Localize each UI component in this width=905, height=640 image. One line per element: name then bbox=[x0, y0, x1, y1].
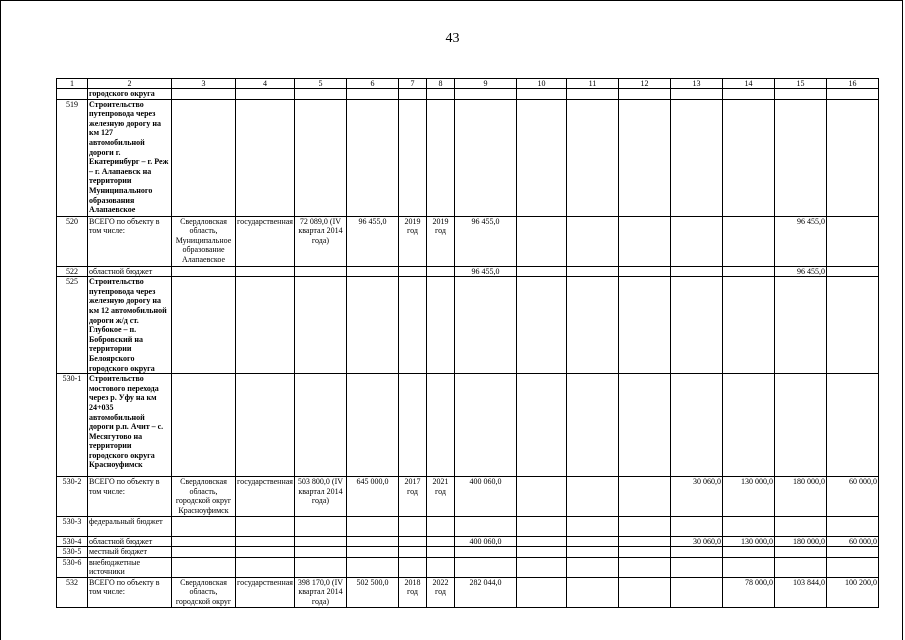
table-cell bbox=[722, 557, 774, 577]
table-cell bbox=[566, 216, 618, 266]
table-cell bbox=[398, 89, 426, 100]
table-cell bbox=[346, 536, 398, 547]
table-cell bbox=[670, 89, 722, 100]
table-cell: Строительство мостового перехода через р. Уфу на км 24+035 автомобильной дороги р.п. Ачит – с. Месягутово на территории городского округа Красноуфимск bbox=[88, 374, 172, 477]
table-cell bbox=[454, 99, 516, 216]
table-cell bbox=[346, 99, 398, 216]
table-cell bbox=[670, 557, 722, 577]
table-cell: 400 060,0 bbox=[454, 536, 516, 547]
table-cell: федеральный бюджет bbox=[88, 516, 172, 536]
table-cell bbox=[618, 577, 670, 607]
table-cell bbox=[618, 477, 670, 516]
column-header: 15 bbox=[774, 79, 826, 89]
column-header: 6 bbox=[346, 79, 398, 89]
table-cell: 2019 год bbox=[426, 216, 454, 266]
table-cell: Свердловская область, Муниципальное образование Алапаевское bbox=[172, 216, 236, 266]
column-header: 16 bbox=[826, 79, 878, 89]
table-cell bbox=[516, 216, 566, 266]
table-cell bbox=[426, 516, 454, 536]
table-cell: 96 455,0 bbox=[774, 216, 826, 266]
table-cell bbox=[172, 266, 236, 277]
table-cell bbox=[826, 89, 878, 100]
table-cell bbox=[566, 516, 618, 536]
table-cell bbox=[722, 516, 774, 536]
table-cell bbox=[346, 89, 398, 100]
table-cell bbox=[618, 557, 670, 577]
table-cell bbox=[618, 216, 670, 266]
table-cell bbox=[454, 516, 516, 536]
table-cell: областной бюджет bbox=[88, 266, 172, 277]
table-cell bbox=[172, 516, 236, 536]
table-cell bbox=[294, 89, 346, 100]
table-cell: Свердловская область, городской округ bbox=[172, 577, 236, 607]
table-cell bbox=[566, 477, 618, 516]
table-cell bbox=[516, 547, 566, 558]
table-cell: внебюджетные источники bbox=[88, 557, 172, 577]
table-cell: Строительство путепровода через железную дорогу на км 127 автомобильной дороги г. Екатеринбург – г. Реж – г. Алапаевск на территории Муниципального образования Алапаевское bbox=[88, 99, 172, 216]
table-cell bbox=[454, 547, 516, 558]
table-cell bbox=[426, 557, 454, 577]
table-cell bbox=[618, 266, 670, 277]
table-cell bbox=[172, 547, 236, 558]
table-cell bbox=[294, 516, 346, 536]
table-cell bbox=[618, 374, 670, 477]
table-cell bbox=[722, 99, 774, 216]
table-cell bbox=[426, 89, 454, 100]
table-cell bbox=[236, 557, 295, 577]
table-cell bbox=[236, 277, 295, 374]
table-cell bbox=[618, 516, 670, 536]
table-cell: государственная bbox=[236, 577, 295, 607]
table-cell: 530-3 bbox=[57, 516, 88, 536]
investment-table bbox=[56, 78, 879, 608]
table-cell: 400 060,0 bbox=[454, 477, 516, 516]
table-cell: 180 000,0 bbox=[774, 477, 826, 516]
table-cell bbox=[398, 277, 426, 374]
table-cell bbox=[236, 266, 295, 277]
table-cell bbox=[236, 516, 295, 536]
table-cell bbox=[566, 557, 618, 577]
table-cell bbox=[516, 577, 566, 607]
table-cell bbox=[294, 557, 346, 577]
table-cell bbox=[566, 547, 618, 558]
table-cell bbox=[516, 99, 566, 216]
table-cell bbox=[670, 277, 722, 374]
table-cell bbox=[398, 266, 426, 277]
table-cell: 96 455,0 bbox=[346, 216, 398, 266]
table-cell: 96 455,0 bbox=[774, 266, 826, 277]
table-cell: ВСЕГО по объекту в том числе: bbox=[88, 577, 172, 607]
table-cell: 530-6 bbox=[57, 557, 88, 577]
table-cell bbox=[398, 557, 426, 577]
table-cell bbox=[426, 277, 454, 374]
column-header: 14 bbox=[722, 79, 774, 89]
table-cell bbox=[516, 277, 566, 374]
table-cell bbox=[294, 374, 346, 477]
table-row bbox=[57, 477, 879, 516]
column-header: 13 bbox=[670, 79, 722, 89]
table-cell bbox=[774, 547, 826, 558]
table-cell: 96 455,0 bbox=[454, 216, 516, 266]
table-cell bbox=[618, 547, 670, 558]
table-row bbox=[57, 536, 879, 547]
table-row bbox=[57, 557, 879, 577]
table-cell bbox=[566, 89, 618, 100]
table-cell bbox=[516, 557, 566, 577]
table-cell bbox=[398, 536, 426, 547]
table-cell: 2017 год bbox=[398, 477, 426, 516]
table-cell bbox=[172, 536, 236, 547]
table-cell bbox=[670, 216, 722, 266]
table-cell: 530-4 bbox=[57, 536, 88, 547]
table-cell bbox=[516, 89, 566, 100]
table-cell: 2018 год bbox=[398, 577, 426, 607]
table-cell bbox=[346, 516, 398, 536]
page-number: 43 bbox=[445, 31, 460, 46]
table-cell bbox=[294, 536, 346, 547]
column-header: 7 bbox=[398, 79, 426, 89]
table-cell bbox=[454, 89, 516, 100]
table-cell bbox=[426, 374, 454, 477]
table-cell: 130 000,0 bbox=[722, 477, 774, 516]
table-cell bbox=[172, 557, 236, 577]
table-cell bbox=[566, 99, 618, 216]
table-cell bbox=[236, 89, 295, 100]
table-cell bbox=[774, 99, 826, 216]
table-cell bbox=[398, 516, 426, 536]
table-cell bbox=[294, 99, 346, 216]
table-cell bbox=[566, 536, 618, 547]
table-cell: областной бюджет bbox=[88, 536, 172, 547]
table-cell bbox=[57, 89, 88, 100]
table-row bbox=[57, 374, 879, 477]
table-cell bbox=[236, 374, 295, 477]
table-cell: Свердловская область, городской округ Красноуфимск bbox=[172, 477, 236, 516]
table-cell: 96 455,0 bbox=[454, 266, 516, 277]
table-cell: 2019 год bbox=[398, 216, 426, 266]
table-cell: 503 800,0 (IV квартал 2014 года) bbox=[294, 477, 346, 516]
table-row bbox=[57, 516, 879, 536]
table-cell: 78 000,0 bbox=[722, 577, 774, 607]
table-cell: 130 000,0 bbox=[722, 536, 774, 547]
table-cell bbox=[566, 374, 618, 477]
table-cell: государственная bbox=[236, 216, 295, 266]
table-header-row bbox=[57, 79, 879, 89]
table-cell bbox=[826, 374, 878, 477]
table-cell: 645 000,0 bbox=[346, 477, 398, 516]
table-cell: 100 200,0 bbox=[826, 577, 878, 607]
table-cell bbox=[670, 374, 722, 477]
table-cell: Строительство путепровода через железную дорогу на км 12 автомобильной дороги ж/д ст. Глубокое – п. Бобровский на территории Белоярского городского округа bbox=[88, 277, 172, 374]
table-cell bbox=[236, 536, 295, 547]
table-cell bbox=[172, 89, 236, 100]
table-cell bbox=[516, 536, 566, 547]
table-cell bbox=[722, 547, 774, 558]
table-cell bbox=[454, 277, 516, 374]
table-row bbox=[57, 277, 879, 374]
page-border-right bbox=[902, 0, 903, 640]
table-cell bbox=[566, 266, 618, 277]
table-cell bbox=[426, 536, 454, 547]
table-cell: 530-2 bbox=[57, 477, 88, 516]
table-cell: 103 844,0 bbox=[774, 577, 826, 607]
page-border-left bbox=[0, 0, 1, 640]
table-cell: 60 000,0 bbox=[826, 477, 878, 516]
table-cell bbox=[722, 216, 774, 266]
table-cell: городского округа bbox=[88, 89, 172, 100]
table-cell bbox=[346, 266, 398, 277]
table-cell bbox=[398, 374, 426, 477]
column-header: 4 bbox=[236, 79, 295, 89]
table-cell bbox=[826, 216, 878, 266]
table-cell bbox=[826, 516, 878, 536]
table-cell bbox=[670, 266, 722, 277]
table-cell bbox=[398, 99, 426, 216]
table-cell bbox=[618, 277, 670, 374]
table-cell bbox=[398, 547, 426, 558]
table-cell bbox=[566, 577, 618, 607]
table-cell bbox=[346, 547, 398, 558]
table-cell: 2021 год bbox=[426, 477, 454, 516]
table-row bbox=[57, 547, 879, 558]
table-cell bbox=[294, 547, 346, 558]
table-cell bbox=[670, 577, 722, 607]
table-cell bbox=[774, 516, 826, 536]
table-row bbox=[57, 216, 879, 266]
table-cell: местный бюджет bbox=[88, 547, 172, 558]
table-cell bbox=[516, 266, 566, 277]
table-cell bbox=[236, 547, 295, 558]
column-header: 3 bbox=[172, 79, 236, 89]
column-header: 9 bbox=[454, 79, 516, 89]
table-cell: 72 089,0 (IV квартал 2014 года) bbox=[294, 216, 346, 266]
table-cell bbox=[722, 266, 774, 277]
table-cell bbox=[346, 557, 398, 577]
column-header: 1 bbox=[57, 79, 88, 89]
table-cell bbox=[722, 89, 774, 100]
table-cell: 2022 год bbox=[426, 577, 454, 607]
table-cell: 525 bbox=[57, 277, 88, 374]
table-cell: 522 bbox=[57, 266, 88, 277]
table-cell bbox=[670, 99, 722, 216]
table-row bbox=[57, 99, 879, 216]
table-row bbox=[57, 266, 879, 277]
table-cell bbox=[346, 277, 398, 374]
table-cell: 282 044,0 bbox=[454, 577, 516, 607]
table-cell: 520 bbox=[57, 216, 88, 266]
table-cell bbox=[670, 547, 722, 558]
table-cell bbox=[618, 99, 670, 216]
table-cell: 530-1 bbox=[57, 374, 88, 477]
table-cell: ВСЕГО по объекту в том числе: bbox=[88, 477, 172, 516]
table-cell: 530-5 bbox=[57, 547, 88, 558]
table-cell: 519 bbox=[57, 99, 88, 216]
table-cell bbox=[774, 374, 826, 477]
table-cell: 30 060,0 bbox=[670, 536, 722, 547]
table-cell: 502 500,0 bbox=[346, 577, 398, 607]
table-cell bbox=[774, 277, 826, 374]
table-cell: 180 000,0 bbox=[774, 536, 826, 547]
table-cell bbox=[516, 516, 566, 536]
table-cell bbox=[826, 547, 878, 558]
column-header: 8 bbox=[426, 79, 454, 89]
table-cell bbox=[172, 374, 236, 477]
table-cell bbox=[722, 277, 774, 374]
table-cell bbox=[172, 277, 236, 374]
table-cell bbox=[826, 557, 878, 577]
table-cell bbox=[774, 557, 826, 577]
table-cell: 30 060,0 bbox=[670, 477, 722, 516]
column-header: 10 bbox=[516, 79, 566, 89]
table-cell bbox=[294, 266, 346, 277]
table-row bbox=[57, 577, 879, 607]
table-cell: государственная bbox=[236, 477, 295, 516]
table-cell bbox=[774, 89, 826, 100]
column-header: 11 bbox=[566, 79, 618, 89]
table-cell bbox=[516, 477, 566, 516]
column-header: 2 bbox=[88, 79, 172, 89]
page-border-top bbox=[0, 0, 903, 1]
column-header: 5 bbox=[294, 79, 346, 89]
table-row bbox=[57, 89, 879, 100]
table-cell bbox=[826, 277, 878, 374]
column-header: 12 bbox=[618, 79, 670, 89]
table-cell bbox=[172, 99, 236, 216]
table-cell: 60 000,0 bbox=[826, 536, 878, 547]
table-cell bbox=[454, 557, 516, 577]
table-cell: 398 170,0 (IV квартал 2014 года) bbox=[294, 577, 346, 607]
table-cell bbox=[826, 99, 878, 216]
table-cell bbox=[618, 89, 670, 100]
table-cell: ВСЕГО по объекту в том числе: bbox=[88, 216, 172, 266]
table-cell bbox=[426, 547, 454, 558]
table-cell bbox=[826, 266, 878, 277]
table-cell bbox=[618, 536, 670, 547]
table-cell bbox=[426, 99, 454, 216]
table-cell bbox=[236, 99, 295, 216]
table-cell bbox=[454, 374, 516, 477]
table-cell bbox=[294, 277, 346, 374]
table-cell bbox=[516, 374, 566, 477]
table-cell: 532 bbox=[57, 577, 88, 607]
table-cell bbox=[426, 266, 454, 277]
table-cell bbox=[722, 374, 774, 477]
table-cell bbox=[670, 516, 722, 536]
table-cell bbox=[346, 374, 398, 477]
table-cell bbox=[566, 277, 618, 374]
